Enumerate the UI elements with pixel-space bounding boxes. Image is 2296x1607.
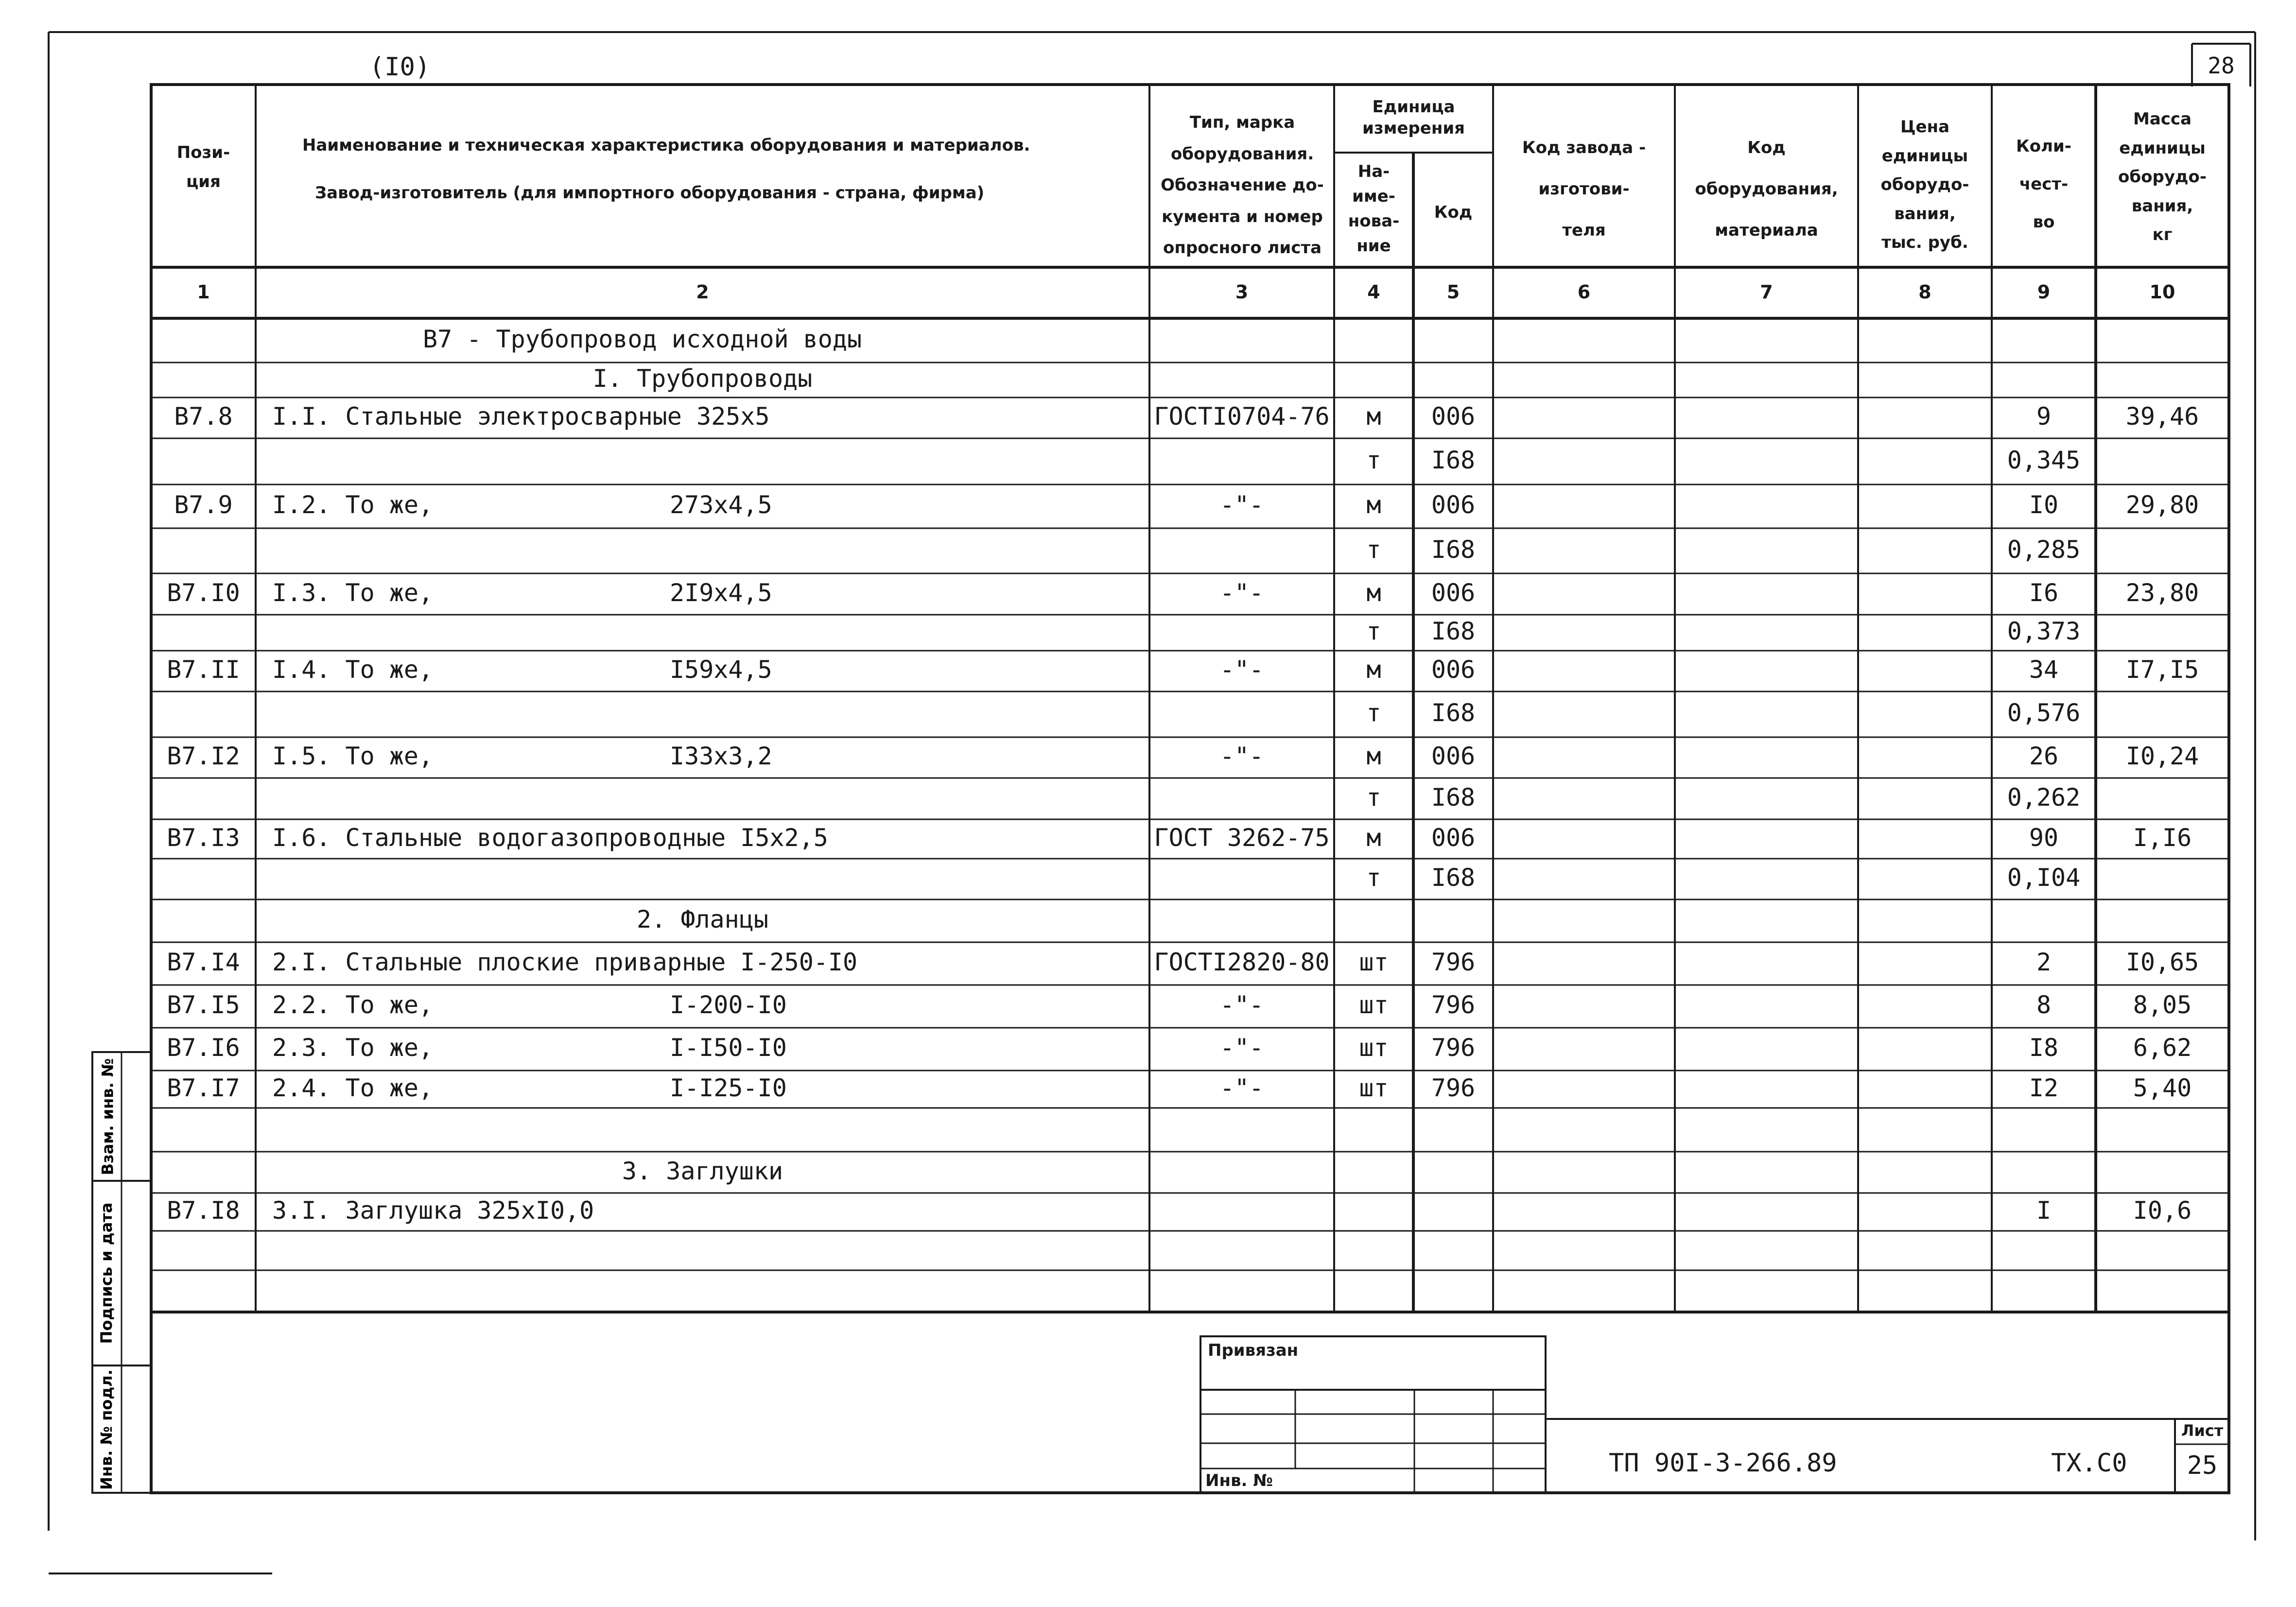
cell-unit: т <box>1366 783 1381 812</box>
cell-unit: м <box>1366 824 1381 852</box>
cell-doc: ГОСТ 3262-75 <box>1154 824 1330 852</box>
top-label: (I0) <box>369 52 431 82</box>
cell-qty: 8 <box>2036 991 2052 1019</box>
cell-name: I. Трубопроводы <box>592 364 813 393</box>
cell-qty: 2 <box>2036 948 2052 976</box>
header-unit-mass: Масса единицы оборудо- вания, кг <box>2118 109 2207 244</box>
cell-pos: В7.I3 <box>167 824 240 852</box>
cell-pos: В7.I7 <box>167 1074 240 1102</box>
cell-unit: м <box>1366 491 1381 519</box>
cell-unit: м <box>1366 656 1381 684</box>
cell-code: 006 <box>1431 491 1476 519</box>
cell-name: 3. Заглушки <box>622 1157 783 1185</box>
cell-qty: I8 <box>2029 1034 2059 1062</box>
privyazan-label: Привязан <box>1208 1341 1299 1360</box>
column-number-3: 3 <box>1235 281 1249 303</box>
header-plant-code: Код завода - изготови- теля <box>1522 138 1646 240</box>
cell-qty: 34 <box>2029 656 2059 684</box>
cell-name: 2.4. То же, <box>272 1074 434 1102</box>
column-number-6: 6 <box>1577 281 1591 303</box>
cell-name: I.5. То же, <box>272 742 434 770</box>
drawing-mark: ТХ.С0 <box>2051 1449 2127 1478</box>
cell-pos: В7.I4 <box>167 948 240 976</box>
cell-qty: 26 <box>2029 742 2059 770</box>
cell-doc: -"- <box>1219 656 1264 684</box>
header-name-line2: Завод-изготовитель (для импортного оборудования - страна, фирма) <box>315 183 985 203</box>
cell-pos: В7.9 <box>174 491 233 519</box>
column-number-9: 9 <box>2037 281 2051 303</box>
cell-code: 006 <box>1431 579 1476 607</box>
column-number-5: 5 <box>1446 281 1460 303</box>
cell-code: 006 <box>1431 824 1476 852</box>
cell-qty: 0,I04 <box>2007 864 2081 892</box>
cell-qty: 0,262 <box>2007 783 2081 812</box>
cell-doc: -"- <box>1219 579 1264 607</box>
header-name-line1: Наименование и техническая характеристика оборудования и материалов. <box>302 136 1030 155</box>
cell-doc: ГОСТI0704-76 <box>1154 402 1330 431</box>
cell-code: 796 <box>1431 991 1476 1019</box>
cell-doc: -"- <box>1219 991 1264 1019</box>
cell-doc: -"- <box>1219 491 1264 519</box>
cell-dim: I-I25-I0 <box>670 1074 787 1102</box>
cell-pos: В7.II <box>167 656 240 684</box>
cell-qty: I2 <box>2029 1074 2059 1102</box>
cell-unit: м <box>1366 579 1381 607</box>
cell-mass: 8,05 <box>2133 991 2192 1019</box>
cell-qty: 0,285 <box>2007 536 2081 564</box>
cell-code: 796 <box>1431 1074 1476 1102</box>
cell-unit: т <box>1366 699 1381 727</box>
cell-name: I.2. То же, <box>272 491 434 519</box>
cell-dim: 273х4,5 <box>670 491 772 519</box>
cell-doc: -"- <box>1219 742 1264 770</box>
cell-pos: В7.I5 <box>167 991 240 1019</box>
cell-dim: I-200-I0 <box>670 991 787 1019</box>
cell-unit: т <box>1366 446 1381 474</box>
cell-unit: шт <box>1359 1074 1389 1102</box>
cell-code: I68 <box>1431 446 1476 474</box>
cell-unit: м <box>1366 402 1381 431</box>
sheet-number: 25 <box>2187 1451 2218 1480</box>
cell-name: I.3. То же, <box>272 579 434 607</box>
cell-mass: I0,6 <box>2133 1196 2192 1225</box>
column-number-10: 10 <box>2149 281 2175 303</box>
cell-name: I.4. То же, <box>272 656 434 684</box>
cell-mass: I,I6 <box>2133 824 2192 852</box>
cell-name: 2.I. Стальные плоские приварные I-250-I0 <box>272 948 858 976</box>
column-number-1: 1 <box>197 281 210 303</box>
header-unit-group: Единица измерения <box>1362 97 1465 138</box>
document-code: ТП 90I-3-266.89 <box>1609 1449 1837 1478</box>
cell-mass: I7,I5 <box>2125 656 2199 684</box>
cell-name: I.6. Стальные водогазопроводные I5х2,5 <box>272 824 828 852</box>
cell-pos: В7.I8 <box>167 1196 240 1225</box>
page-number: 28 <box>2208 52 2235 79</box>
inv-number-label: Инв. № <box>1205 1471 1273 1490</box>
cell-code: 796 <box>1431 1034 1476 1062</box>
cell-name: 3.I. Заглушка 325хI0,0 <box>272 1196 594 1225</box>
cell-name: В7 - Трубопровод исходной воды <box>423 325 862 353</box>
side-stamp-inv-podl: Инв. № подл. <box>97 1369 116 1490</box>
cell-doc: -"- <box>1219 1074 1264 1102</box>
cell-qty: 0,576 <box>2007 699 2081 727</box>
cell-name: 2.2. То же, <box>272 991 434 1019</box>
cell-code: 006 <box>1431 402 1476 431</box>
cell-mass: 29,80 <box>2125 491 2199 519</box>
cell-code: I68 <box>1431 783 1476 812</box>
cell-code: I68 <box>1431 536 1476 564</box>
column-number-4: 4 <box>1367 281 1380 303</box>
cell-code: 006 <box>1431 656 1476 684</box>
cell-code: 006 <box>1431 742 1476 770</box>
header-unit-price: Цена единицы оборудо- вания, тыс. руб. <box>1880 117 1969 252</box>
header-material-code: Код оборудования, материала <box>1695 138 1838 240</box>
cell-mass: 6,62 <box>2133 1034 2192 1062</box>
sheet-label: Лист <box>2181 1421 2224 1440</box>
cell-unit: шт <box>1359 991 1389 1019</box>
cell-qty: 90 <box>2029 824 2059 852</box>
cell-pos: В7.I0 <box>167 579 240 607</box>
cell-qty: 0,373 <box>2007 617 2081 645</box>
cell-mass: I0,24 <box>2125 742 2199 770</box>
cell-unit: шт <box>1359 1034 1389 1062</box>
cell-mass: 5,40 <box>2133 1074 2192 1102</box>
cell-pos: В7.I6 <box>167 1034 240 1062</box>
cell-qty: 0,345 <box>2007 446 2081 474</box>
cell-pos: В7.8 <box>174 402 233 431</box>
cell-dim: I-I50-I0 <box>670 1034 787 1062</box>
cell-name: I.I. Стальные электросварные 325х5 <box>272 402 770 431</box>
cell-unit: т <box>1366 864 1381 892</box>
cell-mass: 23,80 <box>2125 579 2199 607</box>
cell-code: I68 <box>1431 864 1476 892</box>
cell-code: I68 <box>1431 617 1476 645</box>
cell-mass: I0,65 <box>2125 948 2199 976</box>
side-stamp-vzam-inv: Взам. инв. № <box>98 1058 117 1175</box>
header-unit-name: На- име- нова- ние <box>1348 162 1400 256</box>
cell-qty: I6 <box>2029 579 2059 607</box>
cell-dim: I59х4,5 <box>670 656 772 684</box>
column-number-7: 7 <box>1760 281 1773 303</box>
header-type-doc: Тип, марка оборудования. Обозначение до- кумента и номер опросного листа <box>1161 113 1324 258</box>
cell-unit: шт <box>1359 948 1389 976</box>
side-stamp-podpis-data: Подпись и дата <box>97 1202 116 1344</box>
cell-dim: 2I9х4,5 <box>670 579 772 607</box>
cell-pos: В7.I2 <box>167 742 240 770</box>
column-number-8: 8 <box>1918 281 1931 303</box>
cell-unit: т <box>1366 617 1381 645</box>
cell-unit: м <box>1366 742 1381 770</box>
header-unit-code: Код <box>1434 203 1473 222</box>
cell-dim: I33х3,2 <box>670 742 772 770</box>
cell-qty: I <box>2036 1196 2052 1225</box>
cell-code: 796 <box>1431 948 1476 976</box>
header-quantity: Коли- чест- во <box>2016 137 2071 232</box>
column-number-2: 2 <box>696 281 709 303</box>
cell-qty: I0 <box>2029 491 2059 519</box>
cell-name: 2.3. То же, <box>272 1034 434 1062</box>
cell-name: 2. Фланцы <box>637 905 768 933</box>
cell-doc: ГОСТI2820-80 <box>1154 948 1330 976</box>
cell-unit: т <box>1366 536 1381 564</box>
header-position: Пози- ция <box>176 143 230 191</box>
cell-mass: 39,46 <box>2125 402 2199 431</box>
cell-doc: -"- <box>1219 1034 1264 1062</box>
cell-qty: 9 <box>2036 402 2052 431</box>
cell-code: I68 <box>1431 699 1476 727</box>
